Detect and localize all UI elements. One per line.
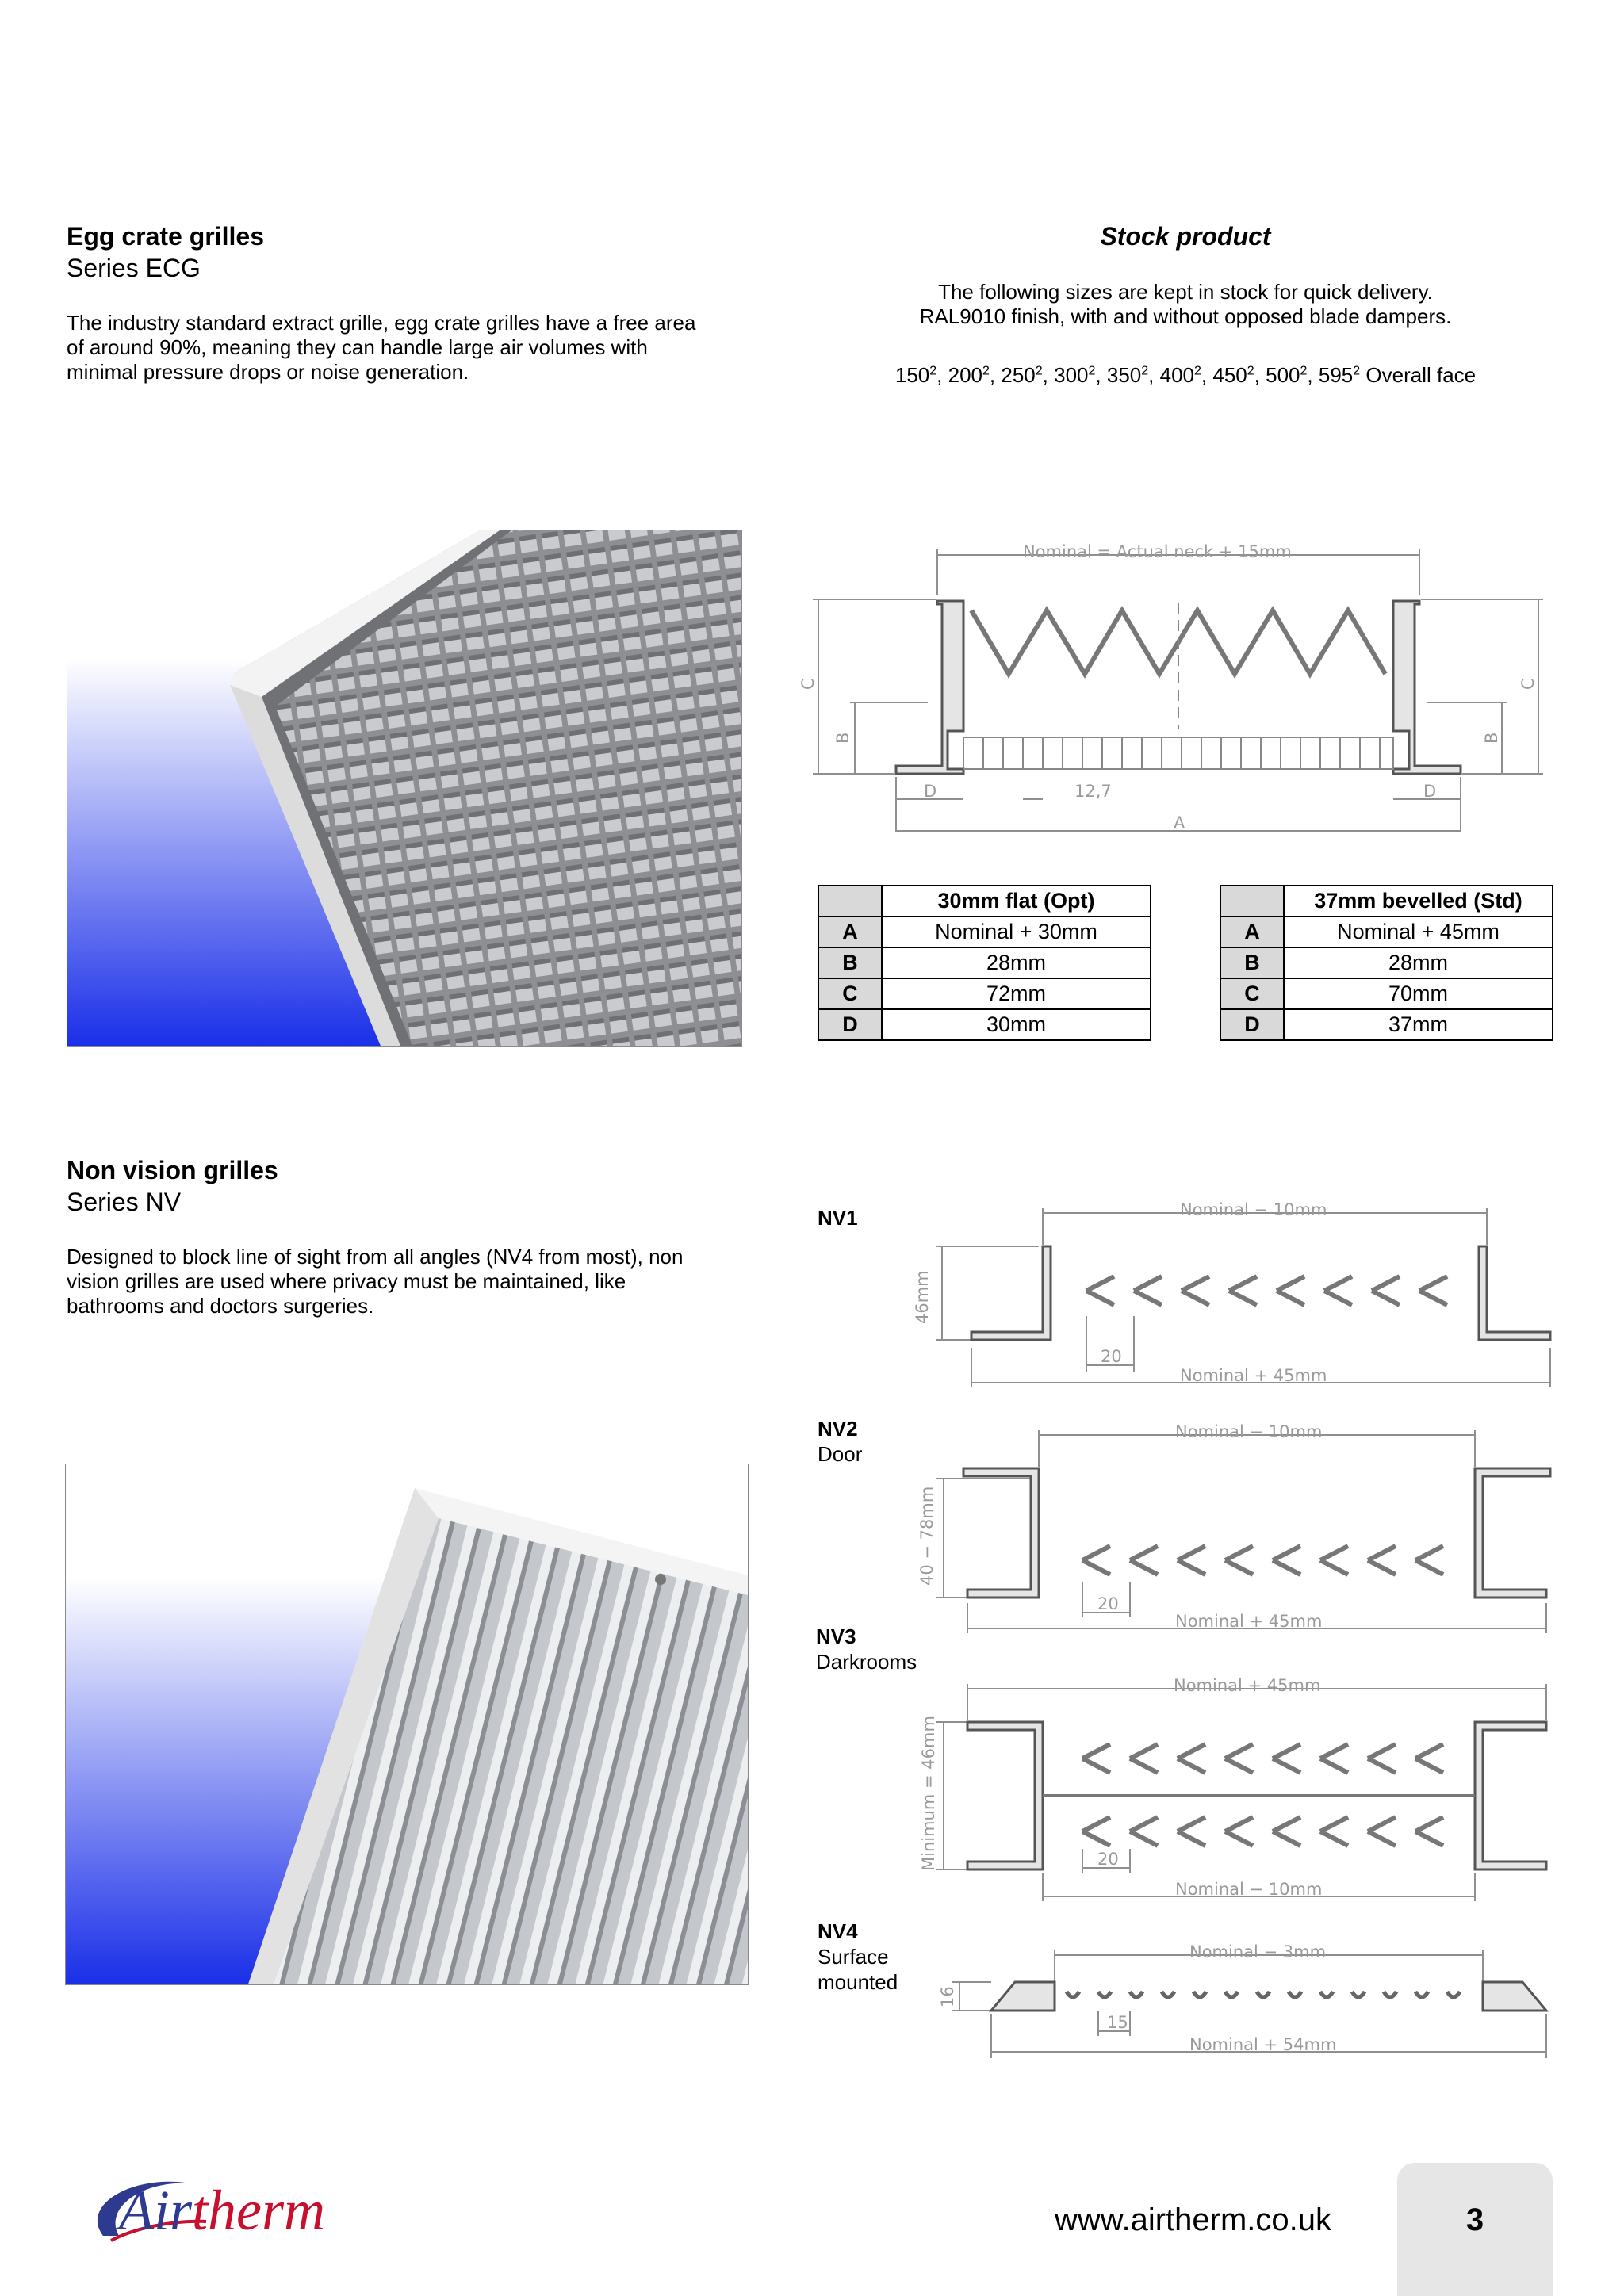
nv3-sub: Darkrooms bbox=[816, 1650, 917, 1674]
nv1-right-frame bbox=[1479, 1246, 1550, 1340]
dim-c-right: C bbox=[1519, 678, 1538, 690]
nv1-section-drawing bbox=[904, 1197, 1554, 1387]
egg-crate-cells bbox=[963, 737, 1393, 769]
dim-d-right: D bbox=[1423, 782, 1437, 801]
stock-size: 400 bbox=[1159, 363, 1194, 387]
table-header: 30mm flat (Opt) bbox=[882, 886, 1151, 916]
ecg-nominal-label: Nominal = Actual neck + 15mm bbox=[1023, 542, 1292, 561]
page-number: 3 bbox=[1465, 2202, 1484, 2237]
ecg-desc-line: The industry standard extract grille, egg crate grilles have a free area bbox=[67, 311, 696, 335]
nv-desc-line: vision grilles are used where privacy must be maintained, like bbox=[67, 1269, 626, 1293]
nv1-chevron-blades bbox=[1086, 1276, 1447, 1305]
dim-b-left: B bbox=[833, 732, 852, 744]
table-row: A Nominal + 45mm bbox=[1220, 916, 1553, 947]
spec-table-flat bbox=[818, 885, 1151, 1041]
table-row: C 70mm bbox=[1220, 978, 1553, 1009]
nv3-right-frame bbox=[1475, 1722, 1546, 1869]
ecg-desc-line: minimal pressure drops or noise generation. bbox=[67, 360, 469, 384]
stock-size: 300 bbox=[1054, 363, 1089, 387]
nv4-sub-2: mounted bbox=[818, 1970, 898, 1994]
nv3-top-dim: Nominal + 45mm bbox=[1174, 1676, 1321, 1695]
stock-size: 150 bbox=[894, 363, 930, 387]
stock-sizes: $150^2$, $200^2$, $250^2$, $300^2$, $350^2$, $400^2$, $450^2$, $500^2$, $595^2$ Overall face bbox=[894, 363, 1477, 387]
nv4-label bbox=[818, 1919, 898, 1995]
nv-desc-line: Designed to block line of sight from all angles (NV4 from most), non bbox=[67, 1245, 684, 1269]
nv-title: Non vision grilles bbox=[67, 1156, 278, 1184]
nv2-pitch: 20 bbox=[1097, 1594, 1119, 1613]
table-header: 37mm bevelled (Std) bbox=[1284, 886, 1553, 916]
table-row: D 37mm bbox=[1220, 1009, 1553, 1040]
dim-b-right: B bbox=[1482, 732, 1501, 744]
nv3-code: NV3 bbox=[816, 1624, 856, 1648]
left-frame-profile bbox=[896, 601, 963, 774]
nv3-label bbox=[816, 1624, 917, 1674]
nv1-top-dim: Nominal − 10mm bbox=[1180, 1200, 1327, 1219]
nv1-height-dim: 46mm bbox=[913, 1270, 932, 1324]
nv4-code: NV4 bbox=[818, 1919, 858, 1943]
nv4-pitch: 15 bbox=[1107, 2013, 1128, 2032]
stock-size: 500 bbox=[1266, 363, 1300, 387]
nv3-height-dim: Minimum = 46mm bbox=[919, 1716, 938, 1871]
spec-table-bevelled bbox=[1220, 885, 1553, 1041]
table-row: C 72mm bbox=[818, 978, 1151, 1009]
nv-description bbox=[67, 1245, 780, 1318]
egg-crate-grille-illustration bbox=[67, 530, 741, 1046]
stock-title: Stock product bbox=[1100, 222, 1271, 251]
right-frame-profile bbox=[1393, 601, 1461, 774]
ecg-title: Egg crate grilles bbox=[67, 222, 264, 251]
nv1-bottom-dim: Nominal + 45mm bbox=[1180, 1366, 1327, 1385]
nv4-blades bbox=[1067, 1992, 1460, 1997]
nv2-chevron-blades bbox=[1082, 1546, 1443, 1575]
nv4-left-frame bbox=[991, 1982, 1055, 2011]
nv2-code: NV2 bbox=[818, 1417, 858, 1441]
table-row: B 28mm bbox=[818, 947, 1151, 978]
non-vision-grille-photo bbox=[65, 1464, 749, 1985]
nv4-height-dim: 16 bbox=[938, 1986, 957, 2007]
nv-desc-line: bathrooms and doctors surgeries. bbox=[67, 1294, 374, 1318]
nv4-bottom-dim: Nominal + 54mm bbox=[1189, 2035, 1337, 2054]
nv4-top-dim: Nominal − 3mm bbox=[1189, 1942, 1327, 1961]
airtherm-logo bbox=[87, 2172, 373, 2244]
stock-sizes-suffix: Overall face bbox=[1365, 363, 1477, 387]
ecg-description bbox=[67, 311, 780, 385]
nv2-sub: Door bbox=[818, 1442, 863, 1466]
nv2-height-dim: 40 − 78mm bbox=[917, 1486, 936, 1586]
nv3-upper-blades bbox=[1082, 1744, 1443, 1773]
non-vision-grille-illustration bbox=[66, 1464, 748, 1984]
nv1-pitch: 20 bbox=[1101, 1347, 1122, 1366]
dim-pitch: 12,7 bbox=[1074, 782, 1112, 801]
stock-size: 200 bbox=[948, 363, 982, 387]
egg-crate-grille-photo bbox=[67, 530, 742, 1047]
website-url[interactable]: www.airtherm.co.uk bbox=[1055, 2202, 1331, 2237]
nv3-section-drawing bbox=[904, 1673, 1554, 1903]
stock-line-2: RAL9010 finish, with and without opposed blade dampers. bbox=[919, 304, 1452, 328]
table-row: B 28mm bbox=[1220, 947, 1553, 978]
stock-size: 595 bbox=[1318, 363, 1354, 387]
nv2-top-dim: Nominal − 10mm bbox=[1175, 1422, 1323, 1441]
page-number-tab bbox=[1397, 2163, 1553, 2296]
dim-a: A bbox=[1174, 813, 1185, 832]
nv3-pitch: 20 bbox=[1097, 1850, 1119, 1869]
nv2-right-frame bbox=[1475, 1468, 1550, 1598]
nv2-label bbox=[818, 1416, 862, 1467]
egg-crate-section-drawing bbox=[801, 531, 1546, 840]
nv2-section-drawing bbox=[904, 1419, 1554, 1633]
table-row: A Nominal + 30mm bbox=[818, 916, 1151, 947]
stock-line-1: The following sizes are kept in stock for quick delivery. bbox=[938, 280, 1433, 304]
stock-size: 450 bbox=[1212, 363, 1247, 387]
logo-therm: therm bbox=[192, 2179, 325, 2242]
ecg-desc-line: of around 90%, meaning they can handle large air volumes with bbox=[67, 335, 648, 359]
nv4-right-frame bbox=[1483, 1982, 1546, 2011]
stock-size: 350 bbox=[1106, 363, 1142, 387]
nv2-left-frame bbox=[963, 1468, 1039, 1598]
nv3-bottom-dim: Nominal − 10mm bbox=[1175, 1880, 1323, 1899]
table-row: D 30mm bbox=[818, 1009, 1151, 1040]
nv4-section-drawing bbox=[936, 1934, 1554, 2061]
nv3-left-frame bbox=[967, 1722, 1043, 1869]
dim-c-left: C bbox=[799, 678, 818, 690]
nv1-code: NV1 bbox=[818, 1206, 858, 1230]
nv4-sub-1: Surface bbox=[818, 1945, 889, 1969]
dim-d-left: D bbox=[924, 782, 937, 801]
nv2-bottom-dim: Nominal + 45mm bbox=[1175, 1612, 1323, 1631]
nv-series: Series NV bbox=[67, 1188, 182, 1216]
nv1-left-frame bbox=[971, 1246, 1051, 1340]
nv3-lower-blades bbox=[1082, 1817, 1443, 1846]
stock-size: 250 bbox=[1001, 363, 1036, 387]
logo-air: Air bbox=[119, 2179, 193, 2242]
ecg-series: Series ECG bbox=[67, 254, 201, 282]
